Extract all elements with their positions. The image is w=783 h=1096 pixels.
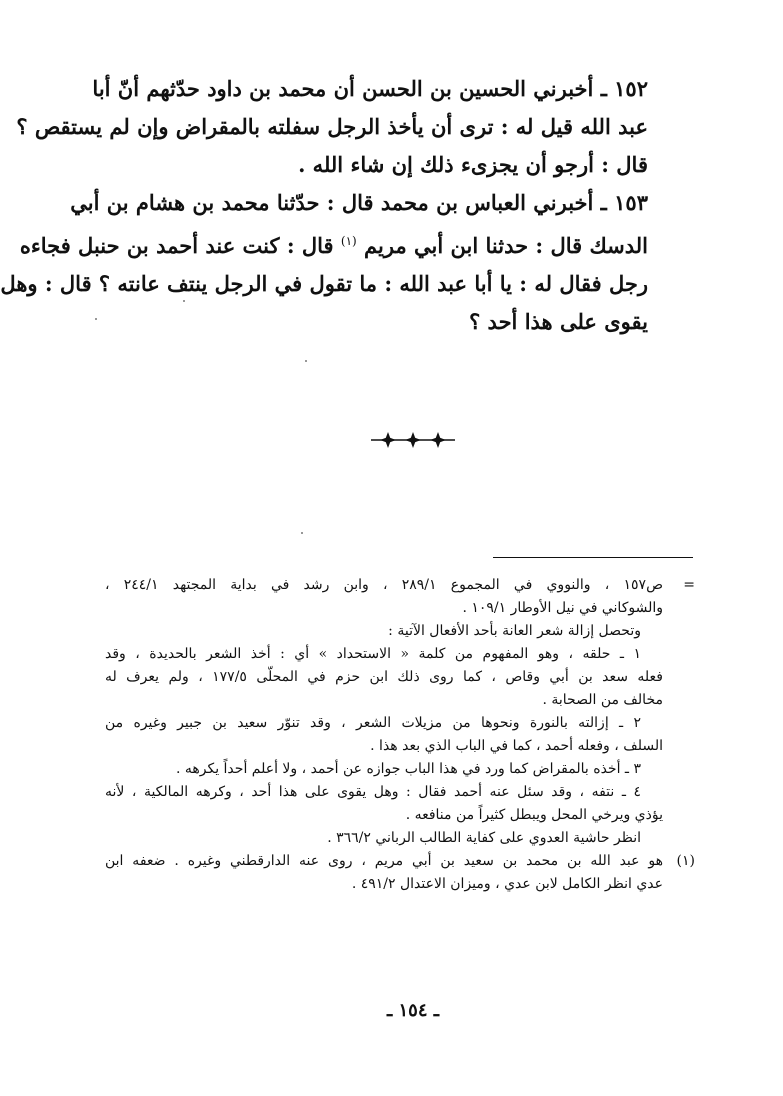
scan-speck <box>183 300 185 302</box>
scan-speck <box>301 532 303 534</box>
scan-speck <box>95 318 97 320</box>
text-line: قال : أرجو أن يجزىء ذلك إن شاء الله . <box>298 152 648 177</box>
text-segment: قال : كنت عند أحمد بن حنبل فجاءه <box>19 233 334 258</box>
scan-speck <box>305 360 307 362</box>
continuation-mark: = <box>683 577 695 593</box>
footnote-line: يؤذي ويرخي المحل ويبطل كثيراً من منافعه . <box>405 807 663 823</box>
main-text <box>0 70 648 341</box>
footnote-line: ص١٥٧ ، والنووي في المجموع ٢٨٩/١ ، وابن رشد في بداية المجتهد ٢٤٤/١ ، <box>105 577 663 593</box>
footnote-line: والشوكاني في نيل الأوطار ١٠٩/١ . <box>462 600 663 616</box>
footnote-line: عدي انظر الكامل لابن عدي ، وميزان الاعتدال ٤٩١/٢ . <box>351 876 663 892</box>
footnote-line: انظر حاشية العدوي على كفاية الطالب الرباني ٣٦٦/٢ . <box>327 830 641 846</box>
footnote-line: وتحصل إزالة شعر العانة بأحد الأفعال الآتية : <box>388 623 641 639</box>
paragraph-152 <box>16 70 648 184</box>
footnote-reference: (١) <box>340 234 357 248</box>
text-line <box>19 222 648 265</box>
text-segment: الدسك قال : حدثنا ابن أبي مريم <box>364 233 648 258</box>
footnote-line: ٣ ـ أخذه بالمقراض كما ورد في هذا الباب جوازه عن أحمد ، ولا أعلم أحداً يكرهه . <box>175 761 641 777</box>
paragraph-153 <box>0 184 648 341</box>
page-number: ـ ١٥٤ ـ <box>386 1000 440 1021</box>
footnote-line: ١ ـ حلقه ، وهو المفهوم من كلمة « الاستحداد » أي : أخذ الشعر بالحديدة ، وقد <box>105 646 641 662</box>
footnotes <box>105 574 695 896</box>
footnote-line: هو عبد الله بن محمد بن سعيد بن أبي مريم ، روى عنه الدارقطني وغيره . ضعفه ابن <box>105 853 663 869</box>
footnote-line: ٢ ـ إزالته بالنورة ونحوها من مزيلات الشعر ، وقد تنوّر سعيد بن جبير وغيره من <box>105 715 641 731</box>
footnote-1 <box>105 850 695 896</box>
footnote-line: ٤ ـ نتفه ، وقد سئل عنه أحمد فقال : وهل يقوى على هذا أحد ، وكرهه المالكية ، لأنه <box>105 784 641 800</box>
footnote-number: (١) <box>676 853 695 869</box>
footnote-continuation <box>105 574 695 850</box>
text-line: ١٥٣ ـ أخبرني العباس بن محمد قال : حدّثنا محمد بن هشام بن أبي <box>70 190 648 215</box>
footnote-line: السلف ، وفعله أحمد ، كما في الباب الذي بعد هذا . <box>370 738 663 754</box>
section-divider-ornament <box>363 428 463 452</box>
footnote-separator <box>493 557 693 558</box>
text-line: ١٥٢ ـ أخبرني الحسين بن الحسن أن محمد بن داود حدّثهم أنّ أبا <box>92 76 648 101</box>
text-line: يقوى على هذا أحد ؟ <box>469 309 648 334</box>
text-line: رجل فقال له : يا أبا عبد الله : ما تقول في الرجل ينتف عانته ؟ قال : وهل <box>0 271 648 296</box>
footnote-line: فعله سعد بن أبي وقاص ، كما روى ذلك ابن حزم في المحلّى ١٧٧/٥ ، ولم يعرف له <box>105 669 663 685</box>
text-line: عبد الله قيل له : ترى أن يأخذ الرجل سفلته بالمقراض وإن لم يستقص ؟ <box>16 114 648 139</box>
footnote-line: مخالف من الصحابة . <box>542 692 663 708</box>
